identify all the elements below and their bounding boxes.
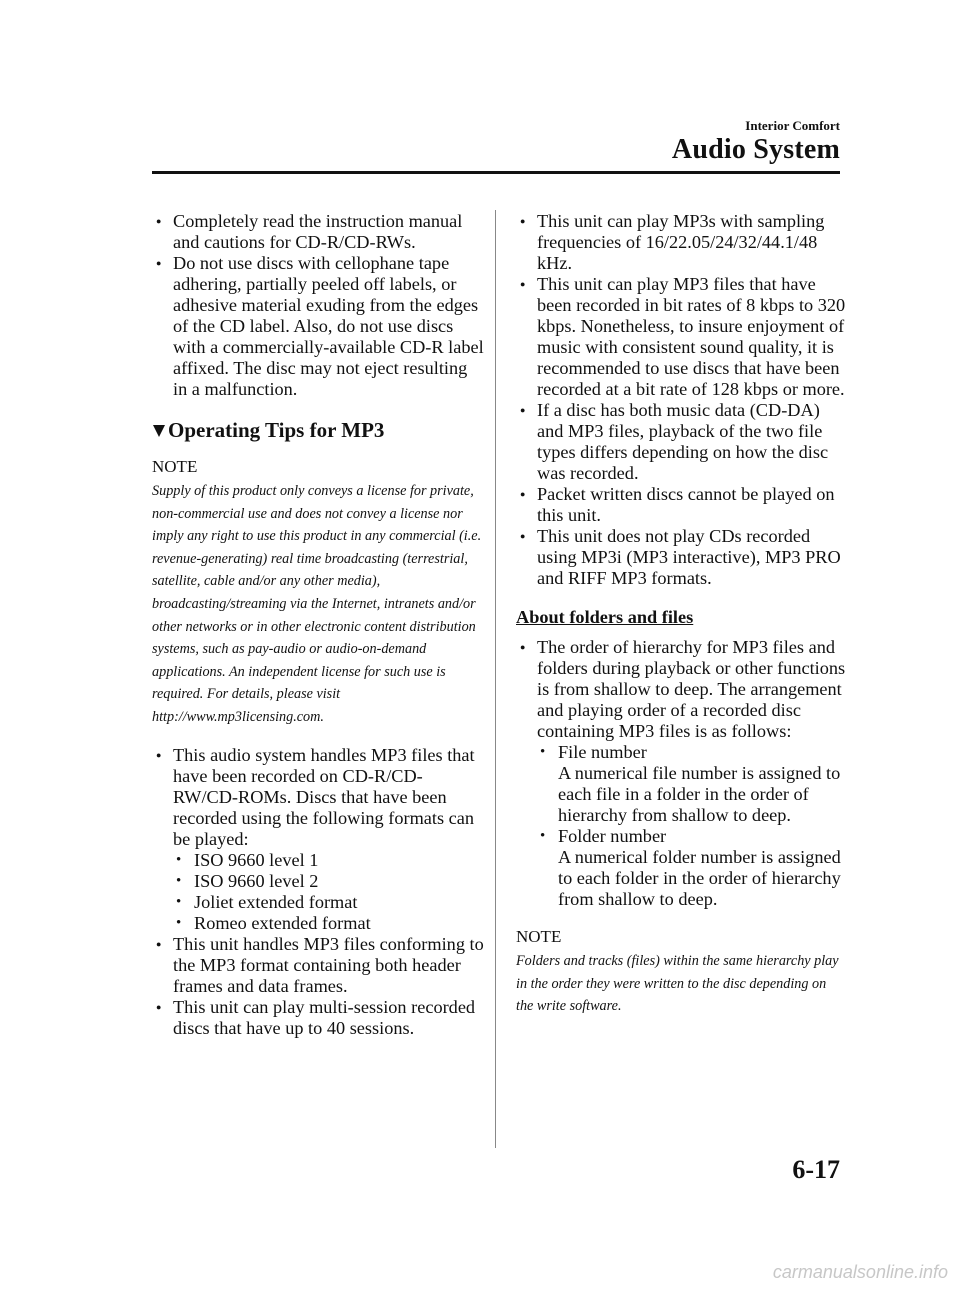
format-item: • Romeo extended format	[152, 913, 484, 934]
page-number: 6-17	[792, 1155, 840, 1184]
list-item: ● Packet written discs cannot be played on this unit.	[516, 484, 846, 526]
file-number-text: A numerical file number is assigned to each file in a folder in the order of hierarchy from shallow to deep.	[558, 763, 841, 825]
right-column	[516, 211, 846, 1018]
note-body: Folders and tracks (files) within the same hierarchy play in the order they were written to the disc depending on the write software.	[516, 953, 839, 1015]
list-item: ● This unit handles MP3 files conforming to the MP3 format containing both header frames and data frames.	[152, 934, 484, 997]
list-item: ● This unit can play MP3s with sampling frequencies of 16/22.05/24/32/44.1/48 kHz.	[516, 211, 846, 274]
note-title: NOTE	[516, 927, 562, 946]
column-divider	[495, 210, 496, 1148]
triangle-marker-icon	[153, 425, 165, 437]
subheading: About folders and files	[516, 607, 694, 627]
left-column	[152, 211, 484, 1039]
list-item: ● This unit can play multi-session recorded discs that have up to 40 sessions.	[152, 997, 484, 1039]
list-item: ● This unit does not play CDs recorded using MP3i (MP3 interactive), MP3 PRO and RIFF MP3 formats.	[516, 526, 846, 589]
section-heading	[152, 420, 484, 441]
list-item: ● This unit can play MP3 files that have been recorded in bit rates of 8 kbps to 320 kbps. Nonetheless, to insure enjoyment of music with consistent sound quality, it is recommended to use discs that have been recorded at a bit rate of 128 kbps or more.	[516, 274, 846, 400]
format-item: • Joliet extended format	[152, 892, 484, 913]
section-title: Interior Comfort	[745, 118, 840, 133]
list-item: ● The order of hierarchy for MP3 files and folders during playback or other functions is from shallow to deep. The arrangement and playing order of a recorded disc containing MP3 files is as follows:	[516, 637, 846, 742]
format-item: • ISO 9660 level 1	[152, 850, 484, 871]
note-body: Supply of this product only conveys a license for private, non-commercial use and does not convey a license nor imply any right to use this product in any commercial (i.e. revenue-generating) real time broadcasting (terrestrial, satellite, cable and/or any other media), broadcasting/streaming via the Internet, intranets and/or other networks or in other electronic content distribution systems, such as pay-audio or audio-on-demand applications. An independent license for such use is required. For details, please visit http://www.mp3licensing.com.	[152, 483, 482, 725]
folder-number-text: A numerical folder number is assigned to each folder in the order of hierarchy from shallow to deep.	[558, 847, 841, 909]
list-item: ● Do not use discs with cellophane tape adhering, partially peeled off labels, or adhesive material exuding from the edges of the CD label. Also, do not use discs with a commercially-available CD-R label affixed. The disc may not eject resulting in a malfunction.	[152, 253, 484, 400]
list-item: ● Completely read the instruction manual and cautions for CD-R/CD-RWs.	[152, 211, 484, 253]
section-heading-text: Operating Tips for MP3	[168, 418, 385, 442]
folder-number-label: • Folder number	[516, 826, 846, 847]
file-number-label: • File number	[516, 742, 846, 763]
list-item: ● If a disc has both music data (CD-DA) and MP3 files, playback of the two file types differs depending on how the disc was recorded.	[516, 400, 846, 484]
page-title: Audio System	[671, 134, 840, 165]
list-item: ● This audio system handles MP3 files that have been recorded on CD-R/CD-RW/CD-ROMs. Discs that have been recorded using the following formats can be played:	[152, 745, 484, 850]
footer-watermark: carmanualsonline.info	[772, 1262, 948, 1282]
note-title: NOTE	[152, 457, 198, 476]
format-item: • ISO 9660 level 2	[152, 871, 484, 892]
header-rule	[152, 171, 840, 174]
